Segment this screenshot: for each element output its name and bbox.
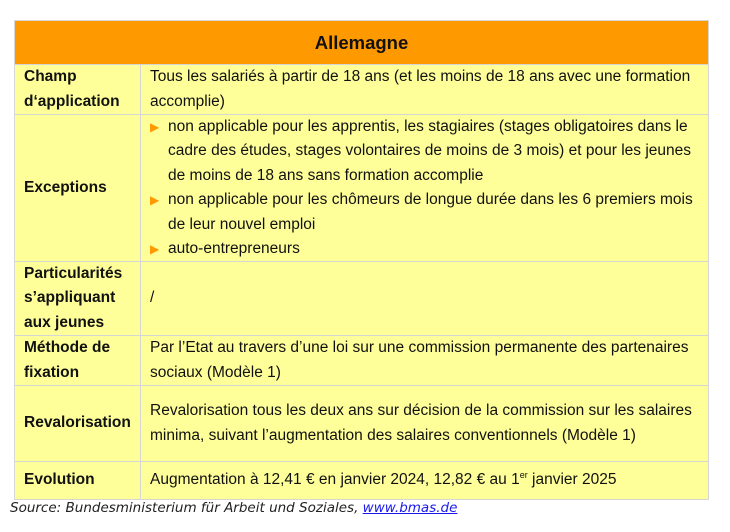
bullet-item: ▶ non applicable pour les apprentis, les stagiaires (stages obligatoires dans le cadre des études, stages volontaires de moins de 3 mois) et pour les jeunes de moins de 18 ans sans formation accomplie [150,115,700,189]
table-row-evolution [15,462,708,499]
row-value: Revalorisation tous les deux ans sur décision de la commission sur les salaires minima, suivant l’augmentation des salaires conventionnels (Modèle 1) [150,402,692,444]
table-row-revalorisation [15,386,708,462]
triangle-bullet-icon: ▶ [150,119,160,134]
row-value: Par l’Etat au travers d’une loi sur une commission permanente des partenaires sociaux (Modèle 1) [150,339,689,381]
row-value: Augmentation à 12,41 € en janvier 2024, 12,82 € au 1er janvier 2025 [150,470,617,489]
table-row-champ [15,65,708,115]
source-caption: Source: Bundesministerium für Arbeit und Soziales, www.bmas.de [10,500,458,516]
row-label: Revalorisation [15,386,141,461]
source-link[interactable]: www.bmas.de [362,500,458,516]
table-row-particularites [15,262,708,336]
row-value: / [150,289,155,307]
row-label: Evolution [15,462,141,499]
table-row-methode [15,336,708,386]
minimum-wage-table [14,20,709,500]
row-value: Tous les salariés à partir de 18 ans (et les moins de 18 ans avec une formation accomplie) [150,68,691,110]
bullet-item: ▶ auto-entrepreneurs [150,237,700,262]
table-row-exceptions [15,115,708,262]
row-value [141,115,708,261]
row-label: Particularités s’appliquant aux jeunes [15,262,141,335]
row-label: Champ d‘application [15,65,141,114]
table-title: Allemagne [15,21,708,65]
row-label: Exceptions [15,115,141,261]
row-label: Méthode de fixation [15,336,141,385]
triangle-bullet-icon: ▶ [150,193,160,207]
bullet-item: ▶ non applicable pour les chômeurs de longue durée dans les 6 premiers mois de leur nouvel emploi [150,188,700,237]
triangle-bullet-icon: ▶ [150,242,160,256]
